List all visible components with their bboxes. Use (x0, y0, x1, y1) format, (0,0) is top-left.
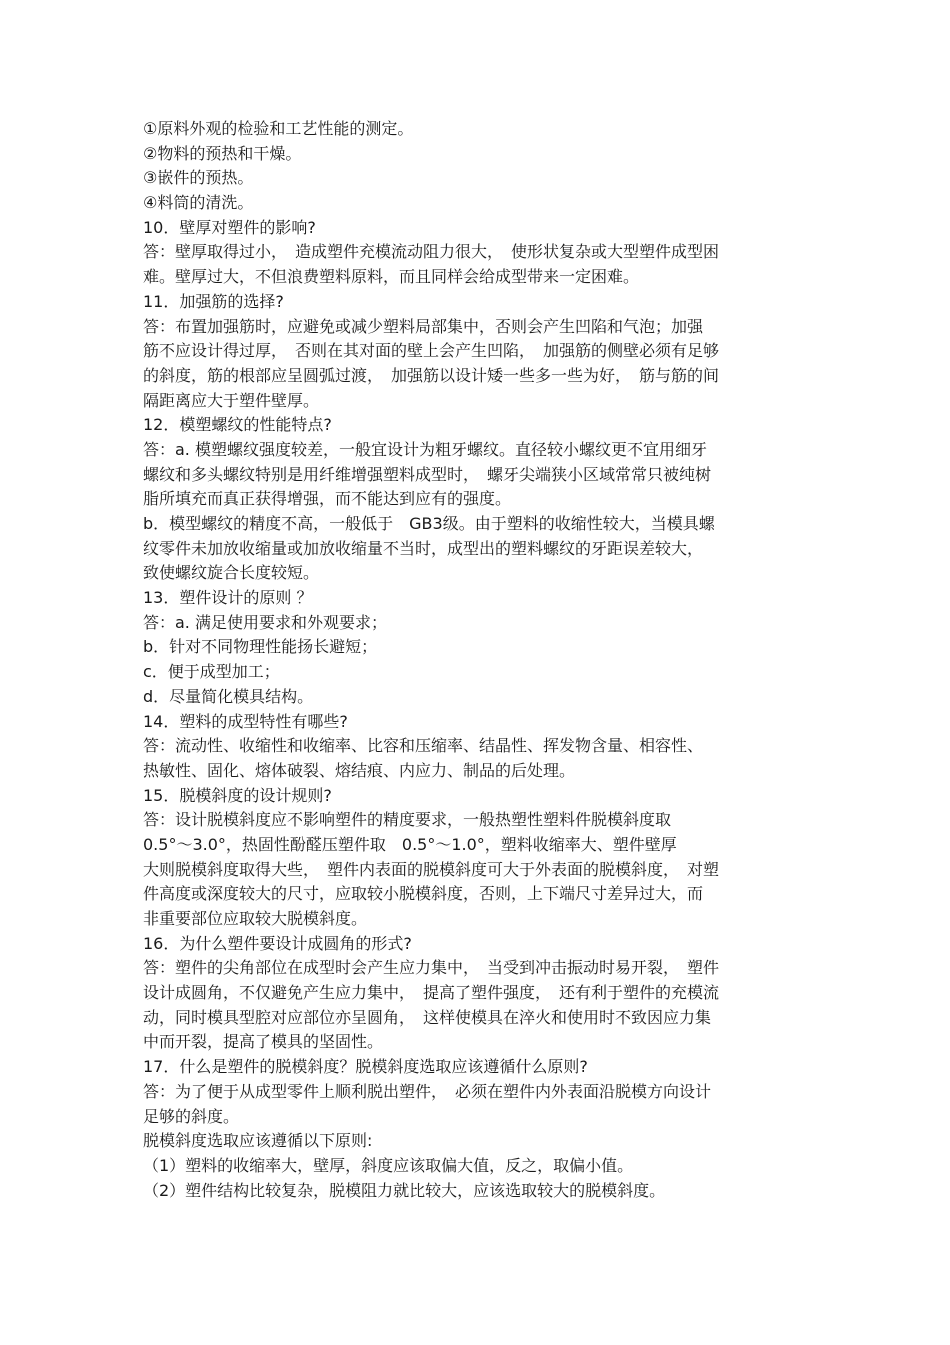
text-line: 热敏性、固化、熔体破裂、熔结痕、内应力、制品的后处理。 (143, 760, 576, 780)
text-line: （1）塑料的收缩率大，壁厚，斜度应该取偏大值，反之，取偏小值。 (143, 1155, 634, 1175)
text-line: 0.5°～3.0°，热固性酚醛压塑件取 0.5°～1.0°，塑料收缩率大、塑件壁厚 (143, 834, 677, 854)
text-line: 螺纹和多头螺纹特别是用纤维增强塑料成型时， 螺牙尖端狭小区域常常只被纯树 (143, 464, 712, 484)
text-line: 答：流动性、收缩性和收缩率、比容和压缩率、结晶性、挥发物含量、相容性、 (143, 736, 704, 756)
text-line: ③嵌件的预热。 (143, 168, 254, 188)
text-line: 件高度或深度较大的尺寸，应取较小脱模斜度，否则，上下端尺寸差异过大，而 (143, 884, 704, 904)
text-line: 10．壁厚对塑件的影响? (143, 217, 316, 237)
text-line: 非重要部位应取较大脱模斜度。 (143, 909, 368, 928)
text-line: 脱模斜度选取应该遵循以下原则: (143, 1131, 373, 1151)
text-line: 13．塑件设计的原则 ？ (143, 588, 313, 608)
text-line: 15．脱模斜度的设计规则? (143, 785, 332, 805)
text-line: b．针对不同物理性能扬长避短； (143, 637, 378, 657)
text-line: 大则脱模斜度取得大些， 塑件内表面的脱模斜度可大于外表面的脱模斜度， 对塑 (143, 859, 720, 879)
text-line: 纹零件未加放收缩量或加放收缩量不当时，成型出的塑料螺纹的牙距误差较大， (143, 538, 704, 558)
text-line: b．模型螺纹的精度不高，一般低于 GB3级。由于塑料的收缩性较大，当模具螺 (143, 514, 715, 533)
text-line: 答：为了便于从成型零件上顺利脱出塑件， 必须在塑件内外表面沿脱模方向设计 (143, 1081, 712, 1101)
text-line: 中而开裂，提高了模具的坚固性。 (143, 1032, 384, 1052)
text-line: 12．模塑螺纹的性能特点? (143, 415, 332, 435)
text-line: （2）塑件结构比较复杂，脱模阻力就比较大，应该选取较大的脱模斜度。 (143, 1180, 666, 1200)
text-line: 答：a. 模塑螺纹强度较差，一般宜设计为粗牙螺纹。直径较小螺纹更不宜用细牙 (143, 439, 707, 459)
text-line: 答：布置加强筋时，应避免或减少塑料局部集中，否则会产生凹陷和气泡；加强 (143, 316, 704, 336)
text-line: 隔距离应大于塑件壁厚。 (143, 390, 320, 410)
text-line: 16．为什么塑件要设计成圆角的形式? (143, 933, 412, 953)
text-line: 17．什么是塑件的脱模斜度？脱模斜度选取应该遵循什么原则? (143, 1057, 588, 1077)
text-line: 足够的斜度。 (143, 1106, 240, 1126)
text-line: 动，同时模具型腔对应部位亦呈圆角， 这样使模具在淬火和使用时不致因应力集 (143, 1007, 712, 1027)
text-line: 答：壁厚取得过小， 造成塑件充模流动阻力很大， 使形状复杂或大型塑件成型困 (143, 242, 720, 262)
text-line: ②物料的预热和干燥。 (143, 143, 302, 163)
text-line: 11．加强筋的选择? (143, 291, 284, 311)
text-line: 14．塑料的成型特性有哪些? (143, 711, 348, 731)
text-line: 答：设计脱模斜度应不影响塑件的精度要求，一般热塑性塑料件脱模斜度取 (143, 810, 672, 830)
text-line: 答：a. 满足使用要求和外观要求； (143, 612, 387, 632)
text-line: d．尽量简化模具结构。 (143, 686, 314, 706)
text-line: 致使螺纹旋合长度较短。 (143, 563, 320, 583)
text-line: 难。壁厚过大，不但浪费塑料原料，而且同样会给成型带来一定困难。 (143, 267, 640, 287)
text-line: 的斜度，筋的根部应呈圆弧过渡， 加强筋以设计矮一些多一些为好， 筋与筋的间 (143, 365, 720, 385)
text-line: ①原料外观的检验和工艺性能的测定。 (143, 119, 414, 138)
text-line: 设计成圆角，不仅避免产生应力集中， 提高了塑件强度， 还有利于塑件的充模流 (143, 983, 720, 1003)
text-line: 脂所填充而真正获得增强，而不能达到应有的强度。 (143, 489, 512, 509)
text-line: 筋不应设计得过厚， 否则在其对面的壁上会产生凹陷， 加强筋的侧壁必须有足够 (143, 341, 720, 361)
text-line: ④料筒的清洗。 (143, 193, 254, 213)
document-body (143, 117, 823, 1203)
text-line: c．便于成型加工； (143, 662, 280, 682)
text-line: 答：塑件的尖角部位在成型时会产生应力集中， 当受到冲击振动时易开裂， 塑件 (143, 958, 720, 978)
